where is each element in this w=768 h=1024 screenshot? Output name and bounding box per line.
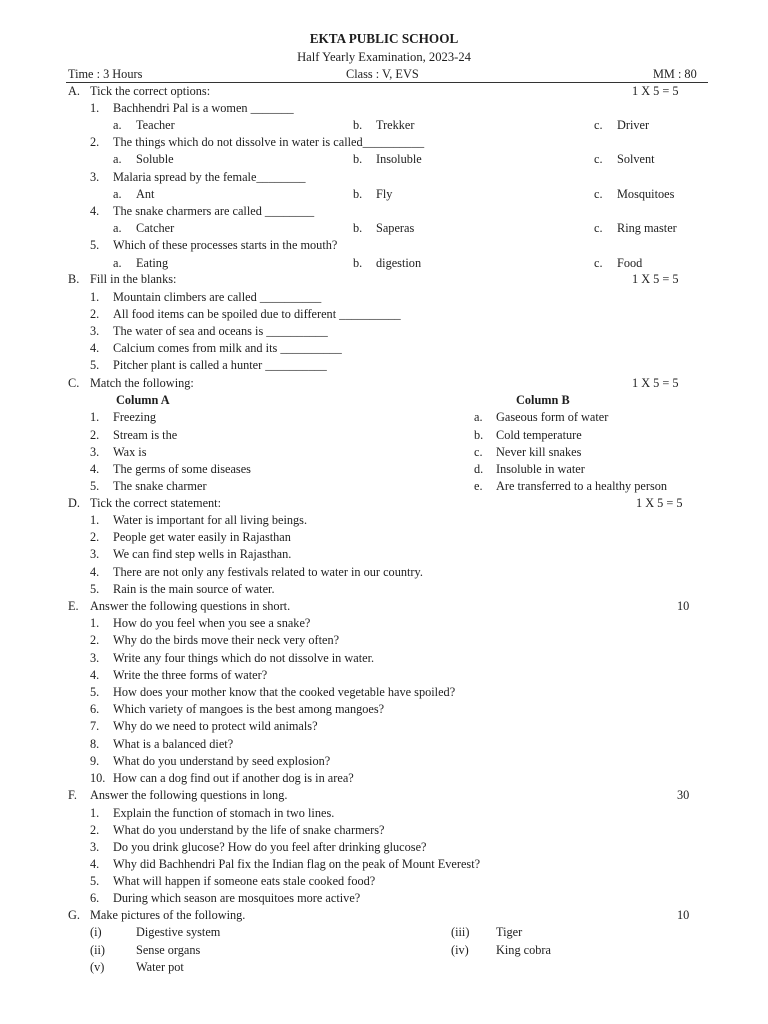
match-number: 2. (90, 428, 100, 442)
item-text: During which season are mosquitoes more active? (113, 891, 361, 905)
option-letter: c. (594, 152, 603, 166)
section-marks: 1 X 5 = 5 (632, 376, 679, 390)
option-a: Eating (136, 256, 169, 270)
section-title: Tick the correct options: (90, 84, 211, 98)
item-text: Water pot (136, 960, 184, 974)
question-number: 1. (90, 101, 100, 115)
item-text: How does your mother know that the cooked vegetable have spoiled? (113, 685, 456, 699)
match-number: 5. (90, 479, 100, 493)
option-b: Fly (376, 187, 393, 201)
item-text: Sense organs (136, 943, 201, 957)
school-name: EKTA PUBLIC SCHOOL (309, 31, 459, 46)
match-number: 4. (90, 462, 100, 476)
item-text: Explain the function of stomach in two lines. (113, 806, 335, 820)
item-number: 3. (90, 840, 100, 854)
item-text: What do you understand by seed explosion? (113, 754, 331, 768)
item-number: 6. (90, 702, 100, 716)
option-c: Mosquitoes (617, 187, 675, 201)
section-letter: G. (68, 908, 80, 922)
item-number: 7. (90, 719, 100, 733)
option-c: Solvent (617, 152, 655, 166)
item-number: 8. (90, 737, 100, 751)
item-number: 5. (90, 582, 100, 596)
section-letter: A. (68, 84, 80, 98)
option-letter: b. (353, 187, 363, 201)
option-letter: a. (113, 187, 122, 201)
item-text: Calcium comes from milk and its __________ (113, 341, 342, 355)
item-text: Do you drink glucose? How do you feel after drinking glucose? (113, 840, 427, 854)
item-text: Pitcher plant is called a hunter __________ (113, 358, 327, 372)
option-letter: a. (113, 221, 122, 235)
option-a: Catcher (136, 221, 175, 235)
option-c: Driver (617, 118, 650, 132)
item-number: (ii) (90, 943, 106, 957)
option-b: digestion (376, 256, 422, 270)
option-c: Ring master (617, 221, 677, 235)
section-letter: B. (68, 272, 80, 286)
item-text: All food items can be spoiled due to different __________ (113, 307, 401, 321)
item-number: (v) (90, 960, 105, 974)
option-a: Soluble (136, 152, 174, 166)
section-letter: F. (68, 788, 77, 802)
item-number: 4. (90, 857, 100, 871)
option-letter: c. (594, 256, 603, 270)
match-letter: d. (474, 462, 484, 476)
match-right: Cold temperature (496, 428, 582, 442)
item-number: 1. (90, 806, 100, 820)
item-text: What do you understand by the life of snake charmers? (113, 823, 385, 837)
match-number: 1. (90, 410, 100, 424)
item-number: 9. (90, 754, 100, 768)
item-text: Write the three forms of water? (113, 668, 268, 682)
option-b: Saperas (376, 221, 415, 235)
match-right: Gaseous form of water (496, 410, 609, 424)
item-text: Rain is the main source of water. (113, 582, 275, 596)
item-number: 2. (90, 307, 100, 321)
match-left: Wax is (113, 445, 147, 459)
item-text: We can find step wells in Rajasthan. (113, 547, 292, 561)
option-c: Food (617, 256, 643, 270)
option-b: Insoluble (376, 152, 422, 166)
item-text: Why do the birds move their neck very often? (113, 633, 340, 647)
item-number: 10. (90, 771, 106, 785)
section-marks: 1 X 5 = 5 (632, 84, 679, 98)
match-left: Stream is the (113, 428, 178, 442)
item-number: 2. (90, 530, 100, 544)
item-text: Which variety of mangoes is the best among mangoes? (113, 702, 385, 716)
item-number: 4. (90, 565, 100, 579)
question-text: Bachhendri Pal is a women _______ (113, 101, 294, 115)
item-text: How can a dog find out if another dog is in area? (113, 771, 354, 785)
match-left: The germs of some diseases (113, 462, 251, 476)
option-b: Trekker (376, 118, 415, 132)
time-label: Time : 3 Hours (68, 67, 143, 81)
item-text: Mountain climbers are called __________ (113, 290, 322, 304)
item-text: People get water easily in Rajasthan (113, 530, 291, 544)
match-letter: b. (474, 428, 484, 442)
option-letter: b. (353, 256, 363, 270)
item-text: Write any four things which do not dissolve in water. (113, 651, 375, 665)
section-marks: 10 (677, 908, 690, 922)
item-number: 5. (90, 358, 100, 372)
item-number: (iv) (451, 943, 469, 957)
item-number: 1. (90, 290, 100, 304)
section-letter: D. (68, 496, 80, 510)
question-number: 3. (90, 170, 100, 184)
item-number: 2. (90, 633, 100, 647)
section-title: Match the following: (90, 376, 194, 390)
item-text: Why did Bachhendri Pal fix the Indian flag on the peak of Mount Everest? (113, 857, 481, 871)
item-number: 5. (90, 874, 100, 888)
item-text: How do you feel when you see a snake? (113, 616, 311, 630)
question-text: The snake charmers are called ________ (113, 204, 315, 218)
item-number: 1. (90, 513, 100, 527)
item-text: What will happen if someone eats stale cooked food? (113, 874, 376, 888)
item-text: Digestive system (136, 925, 221, 939)
question-text: Malaria spread by the female________ (113, 170, 306, 184)
option-letter: b. (353, 118, 363, 132)
section-marks: 1 X 5 = 5 (632, 272, 679, 286)
option-letter: c. (594, 118, 603, 132)
option-a: Ant (136, 187, 155, 201)
item-number: 4. (90, 668, 100, 682)
question-number: 4. (90, 204, 100, 218)
item-number: 3. (90, 324, 100, 338)
item-number: 3. (90, 651, 100, 665)
item-text: King cobra (496, 943, 551, 957)
match-right: Never kill snakes (496, 445, 582, 459)
header-divider (66, 82, 708, 83)
question-number: 2. (90, 135, 100, 149)
option-letter: a. (113, 152, 122, 166)
option-letter: c. (594, 187, 603, 201)
section-title: Answer the following questions in short. (90, 599, 291, 613)
section-title: Fill in the blanks: (90, 272, 177, 286)
section-marks: 1 X 5 = 5 (636, 496, 683, 510)
column-b-heading: Column B (516, 393, 570, 407)
max-marks: MM : 80 (653, 67, 697, 81)
section-marks: 30 (677, 788, 690, 802)
class-label: Class : V, EVS (346, 67, 419, 81)
question-text: Which of these processes starts in the mouth? (113, 238, 338, 252)
item-number: (i) (90, 925, 102, 939)
question-number: 5. (90, 238, 100, 252)
exam-title: Half Yearly Examination, 2023-24 (297, 50, 471, 64)
item-text: What is a balanced diet? (113, 737, 234, 751)
match-left: Freezing (113, 410, 157, 424)
item-number: 1. (90, 616, 100, 630)
match-letter: c. (474, 445, 483, 459)
item-number: 3. (90, 547, 100, 561)
item-text: Tiger (496, 925, 523, 939)
option-letter: a. (113, 118, 122, 132)
column-a-heading: Column A (116, 393, 170, 407)
item-text: The water of sea and oceans is __________ (113, 324, 328, 338)
option-letter: a. (113, 256, 122, 270)
item-number: 5. (90, 685, 100, 699)
match-left: The snake charmer (113, 479, 207, 493)
item-number: 4. (90, 341, 100, 355)
match-right: Insoluble in water (496, 462, 585, 476)
section-title: Answer the following questions in long. (90, 788, 288, 802)
section-title: Make pictures of the following. (90, 908, 246, 922)
option-letter: c. (594, 221, 603, 235)
option-letter: b. (353, 221, 363, 235)
option-letter: b. (353, 152, 363, 166)
match-number: 3. (90, 445, 100, 459)
item-number: 2. (90, 823, 100, 837)
item-text: There are not only any festivals related to water in our country. (113, 565, 423, 579)
section-letter: E. (68, 599, 79, 613)
item-text: Why do we need to protect wild animals? (113, 719, 318, 733)
match-right: Are transferred to a healthy person (496, 479, 668, 493)
section-marks: 10 (677, 599, 690, 613)
option-a: Teacher (136, 118, 175, 132)
section-letter: C. (68, 376, 80, 390)
match-letter: e. (474, 479, 483, 493)
item-text: Water is important for all living beings. (113, 513, 308, 527)
section-title: Tick the correct statement: (90, 496, 222, 510)
item-number: (iii) (451, 925, 470, 939)
question-text: The things which do not dissolve in water is called__________ (113, 135, 425, 149)
match-letter: a. (474, 410, 483, 424)
item-number: 6. (90, 891, 100, 905)
